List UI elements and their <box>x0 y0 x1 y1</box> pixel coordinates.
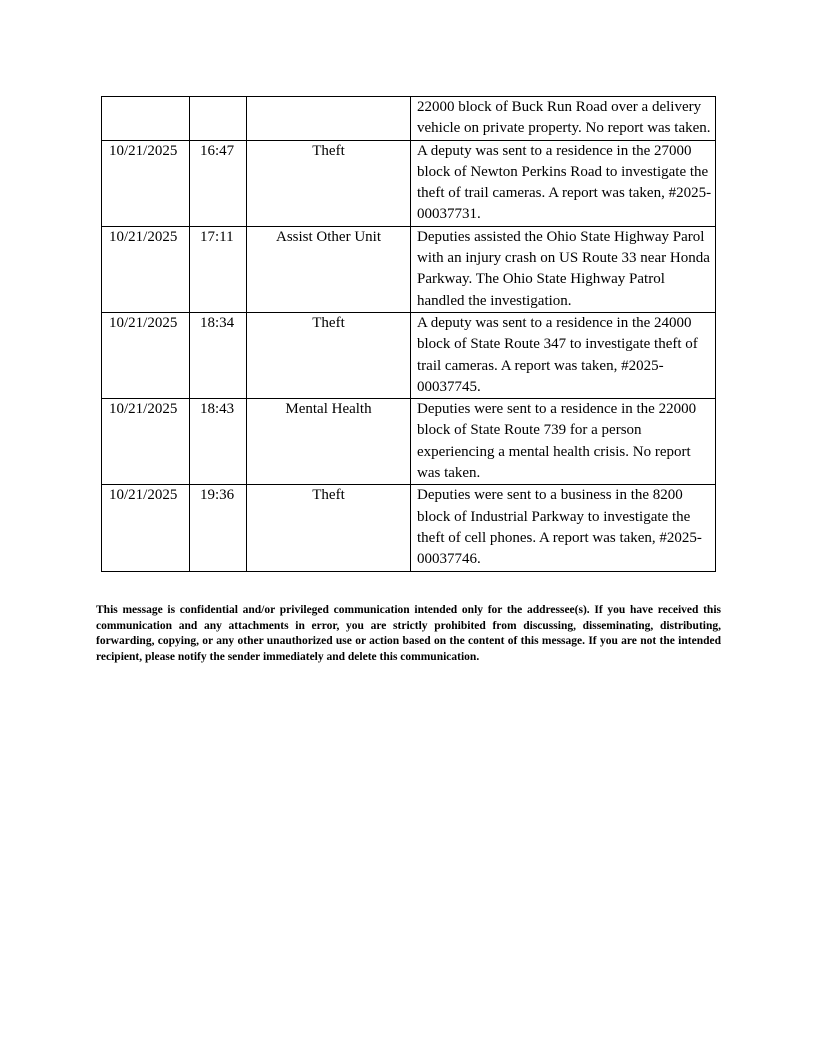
confidentiality-disclaimer: This message is confidential and/or privileged communication intended only for the addressee(s). If you have received this communication and any attachments in error, you are strictly prohibited from discussing, disseminating, distributing, forwarding, copying, or any other unauthorized use or action based on the content of this message. If you are not the intended recipient, please notify the sender immediately and delete this communication. <box>96 604 721 663</box>
incident-date: 10/21/2025 <box>102 312 190 398</box>
incident-time: 16:47 <box>190 140 247 226</box>
table-row <box>102 97 716 141</box>
table-row <box>102 140 716 226</box>
table-row <box>102 485 716 571</box>
incident-description: 22000 block of Buck Run Road over a delivery vehicle on private property. No report was taken. <box>411 97 716 141</box>
incident-type: Theft <box>247 140 411 226</box>
incident-type <box>247 97 411 141</box>
incident-date: 10/21/2025 <box>102 485 190 571</box>
incident-date <box>102 97 190 141</box>
incident-type: Assist Other Unit <box>247 226 411 312</box>
incident-time: 18:43 <box>190 399 247 485</box>
incident-date: 10/21/2025 <box>102 226 190 312</box>
incident-type: Theft <box>247 485 411 571</box>
incident-date: 10/21/2025 <box>102 140 190 226</box>
incident-type: Mental Health <box>247 399 411 485</box>
incident-description: A deputy was sent to a residence in the 24000 block of State Route 347 to investigate theft of trail cameras. A report was taken, #2025-00037745. <box>411 312 716 398</box>
incident-type: Theft <box>247 312 411 398</box>
incident-time: 17:11 <box>190 226 247 312</box>
table-row <box>102 312 716 398</box>
table-row <box>102 399 716 485</box>
incident-description: Deputies were sent to a residence in the 22000 block of State Route 739 for a person experiencing a mental health crisis. No report was taken. <box>411 399 716 485</box>
incident-time: 18:34 <box>190 312 247 398</box>
incident-time: 19:36 <box>190 485 247 571</box>
table-row <box>102 226 716 312</box>
incident-description: A deputy was sent to a residence in the 27000 block of Newton Perkins Road to investigate the theft of trail cameras. A report was taken, #2025-00037731. <box>411 140 716 226</box>
incident-description: Deputies assisted the Ohio State Highway Parol with an injury crash on US Route 33 near Honda Parkway. The Ohio State Highway Patrol handled the investigation. <box>411 226 716 312</box>
incident-log-table <box>101 96 716 572</box>
incident-description: Deputies were sent to a business in the 8200 block of Industrial Parkway to investigate the theft of cell phones. A report was taken, #2025-00037746. <box>411 485 716 571</box>
incident-date: 10/21/2025 <box>102 399 190 485</box>
incident-time <box>190 97 247 141</box>
